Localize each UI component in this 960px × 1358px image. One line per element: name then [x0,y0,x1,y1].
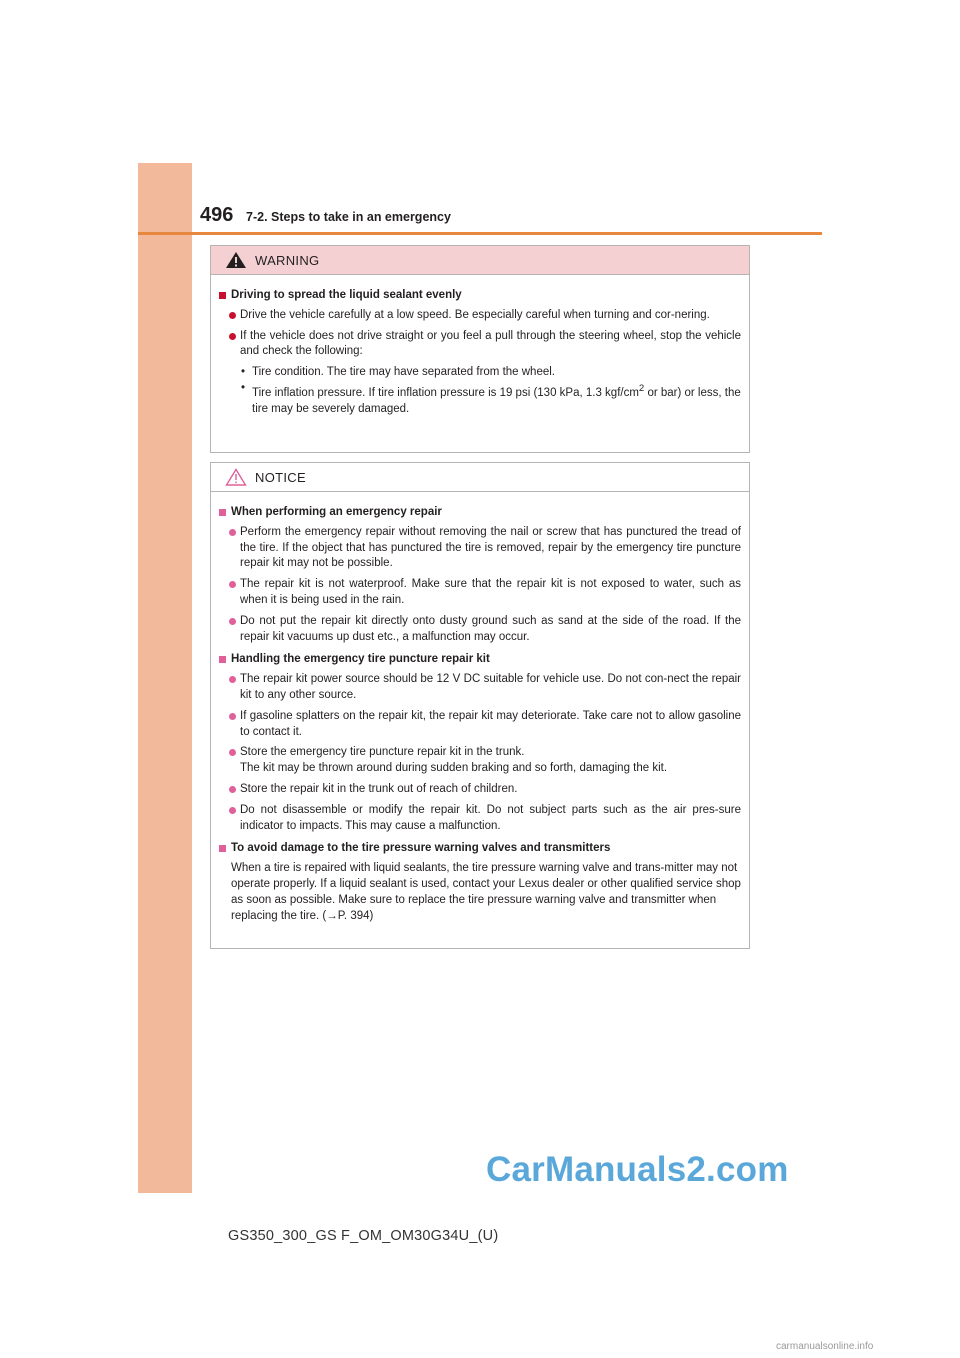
square-bullet-icon [219,509,226,516]
notice-header [211,463,749,492]
warning-triangle-icon [225,251,247,269]
watermark-text: CarManuals2.com [486,1150,789,1189]
notice-body [211,492,749,924]
warning-bullet: If the vehicle does not drive straight or you feel a pull through the steering wheel, stop the vehicle and check the following: [219,329,741,361]
circle-bullet-icon [229,312,236,319]
circle-bullet-icon [229,333,236,340]
circle-bullet-icon [229,618,236,625]
header-rule [138,232,822,235]
circle-bullet-icon [229,676,236,683]
notice-bullet: Store the repair kit in the trunk out of reach of children. [219,782,741,798]
warning-sub-item: • Tire condition. The tire may have separated from the wheel. [219,365,741,381]
warning-header [211,246,749,275]
circle-bullet-icon [229,713,236,720]
chapter-sidebar [138,163,192,1193]
document-code: GS350_300_GS F_OM_OM30G34U_(U) [228,1228,499,1244]
notice-heading: When performing an emergency repair [219,505,741,521]
warning-box [210,245,750,453]
circle-bullet-icon [229,749,236,756]
square-bullet-icon [219,292,226,299]
circle-bullet-icon [229,529,236,536]
notice-paragraph: When a tire is repaired with liquid sealants, the tire pressure warning valve and trans-mitter may not operate properly. If a liquid sealant is used, contact your Lexus dealer or other qualified service shop as soon as possible. Make sure to replace the tire pressure warning valve and transmitter when replacing the tire. (→P. 394) [231,862,741,922]
page-number: 496 [200,204,234,226]
square-bullet-icon [219,845,226,852]
notice-bullet: The repair kit power source should be 12 V DC suitable for vehicle use. Do not con-nect the repair kit to any other source. [219,672,741,704]
sub-bullet-icon: • [241,366,246,379]
notice-title: NOTICE [255,470,306,485]
circle-bullet-icon [229,581,236,588]
section-title: 7-2. Steps to take in an emergency [246,210,451,224]
notice-bullet: Store the emergency tire puncture repair kit in the trunk. The kit may be thrown around during sudden braking and so forth, damaging the kit. [219,745,741,777]
notice-bullet: Perform the emergency repair without removing the nail or screw that has punctured the tread of the tire. If the object that has punctured the tire is removed, repair by the emergency tire puncture repair kit may not be possible. [219,525,741,572]
warning-bullet: Drive the vehicle carefully at a low speed. Be especially careful when turning and cor-nering. [219,308,741,324]
notice-triangle-icon [225,468,247,486]
square-bullet-icon [219,656,226,663]
sub-bullet-icon: • [241,381,246,394]
notice-bullet: Do not disassemble or modify the repair kit. Do not subject parts such as the air pres-sure indicator to impacts. This may cause a malfunction. [219,803,741,835]
watermark-small-text: carmanualsonline.info [776,1341,874,1352]
notice-box [210,462,750,949]
notice-bullet: Do not put the repair kit directly onto dusty ground such as sand at the side of the road. If the repair kit vacuums up dust etc., a malfunction may occur. [219,614,741,646]
warning-body [211,275,749,417]
notice-bullet: If gasoline splatters on the repair kit, the repair kit may deteriorate. Take care not to allow gasoline to contact it. [219,709,741,741]
circle-bullet-icon [229,807,236,814]
notice-bullet: The repair kit is not waterproof. Make sure that the repair kit is not exposed to water, such as when it is being used in the rain. [219,577,741,609]
warning-heading: Driving to spread the liquid sealant evenly [219,288,741,304]
notice-heading: Handling the emergency tire puncture repair kit [219,652,741,668]
warning-sub-item: • Tire inflation pressure. If tire inflation pressure is 19 psi (130 kPa, 1.3 kgf/$cm^2$ or bar) or less, the tire may be severely damaged. [241,381,741,415]
circle-bullet-icon [229,786,236,793]
warning-title: WARNING [255,253,320,268]
notice-heading: To avoid damage to the tire pressure warning valves and transmitters [219,841,741,857]
